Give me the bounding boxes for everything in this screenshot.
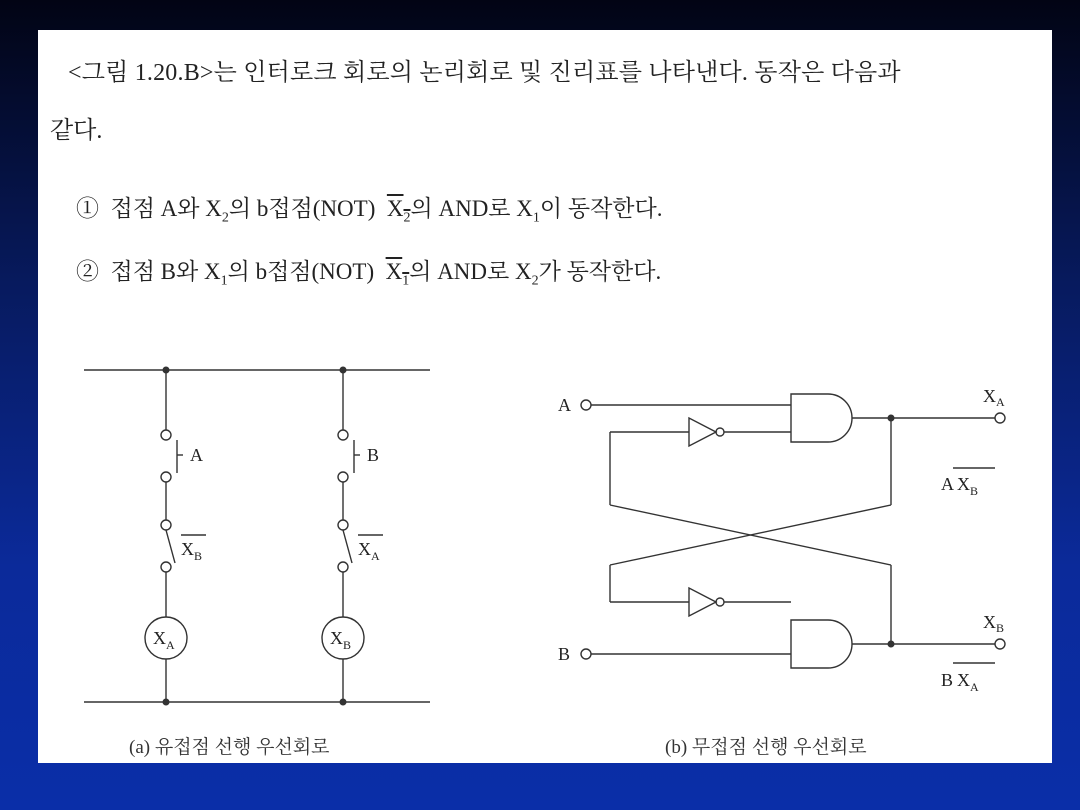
svg-text:A: A <box>371 549 380 563</box>
item-text-end: 이 동작한다. <box>539 196 663 221</box>
item-text-end: 가 동작한다. <box>538 259 662 284</box>
item-text-post: 의 AND로 X <box>410 196 533 221</box>
caption-b: (b) 무접점 선행 우선회로 <box>665 737 867 758</box>
contact-b-label: B <box>367 445 380 465</box>
item-sub: 1 <box>532 210 540 226</box>
item-text-pre: 접점 B와 X <box>110 259 221 284</box>
svg-text:B: B <box>996 621 1005 635</box>
svg-text:B: B <box>970 484 979 498</box>
caption-a: (a) 유접점 선행 우선회로 <box>129 737 330 758</box>
input-b-label: B <box>558 644 571 664</box>
logic-gate-diagram <box>548 370 1018 710</box>
svg-text:A: A <box>166 638 175 652</box>
item-marker: ② <box>76 259 99 284</box>
output-xa-label: X <box>983 386 996 406</box>
svg-text:B: B <box>343 638 352 652</box>
and-gate-lower <box>791 620 852 668</box>
slide-page <box>38 30 1052 763</box>
item-sub: 2 <box>531 273 539 289</box>
intro-line-1: <그림 1.20.B>는 인터로크 회로의 논리회로 및 진리표를 나타낸다. 동작은 다음과 <box>68 60 901 86</box>
item-marker: ① <box>76 196 99 221</box>
item-text-mid: 의 b접점(NOT) <box>228 196 376 221</box>
svg-text:A: A <box>970 680 979 694</box>
output-bxa-label: B <box>941 670 954 690</box>
output-xb-label: X <box>983 612 996 632</box>
input-a-label: A <box>558 395 571 415</box>
not-gate-upper <box>689 418 716 446</box>
relay-circuit-diagram <box>78 355 488 725</box>
svg-text:B: B <box>194 549 203 563</box>
list-item-2 <box>76 253 661 290</box>
intro-line-2: 같다. <box>50 118 103 144</box>
output-axb-label: A <box>941 474 954 494</box>
not-gate-lower <box>689 588 716 616</box>
contact-a-label: A <box>190 445 203 465</box>
item-negated-var: $X_1$ <box>385 259 410 289</box>
svg-text:X: X <box>957 670 970 690</box>
coil-xb-label: X <box>330 628 343 648</box>
item-text-pre: 접점 A와 X <box>110 196 222 221</box>
svg-text:X: X <box>957 474 970 494</box>
nc-xb-label: X <box>181 539 194 559</box>
item-text-post: 의 AND로 X <box>409 259 532 284</box>
coil-xa-label: X <box>153 628 166 648</box>
item-negated-var: $X_2$ <box>386 196 411 226</box>
item-text-mid: 의 b접점(NOT) <box>227 259 375 284</box>
nc-xa-label: X <box>358 539 371 559</box>
list-item-1 <box>76 190 662 227</box>
item-sub: 2 <box>221 210 229 226</box>
svg-text:A: A <box>996 395 1005 409</box>
and-gate-upper <box>791 394 852 442</box>
item-sub: 1 <box>220 273 228 289</box>
